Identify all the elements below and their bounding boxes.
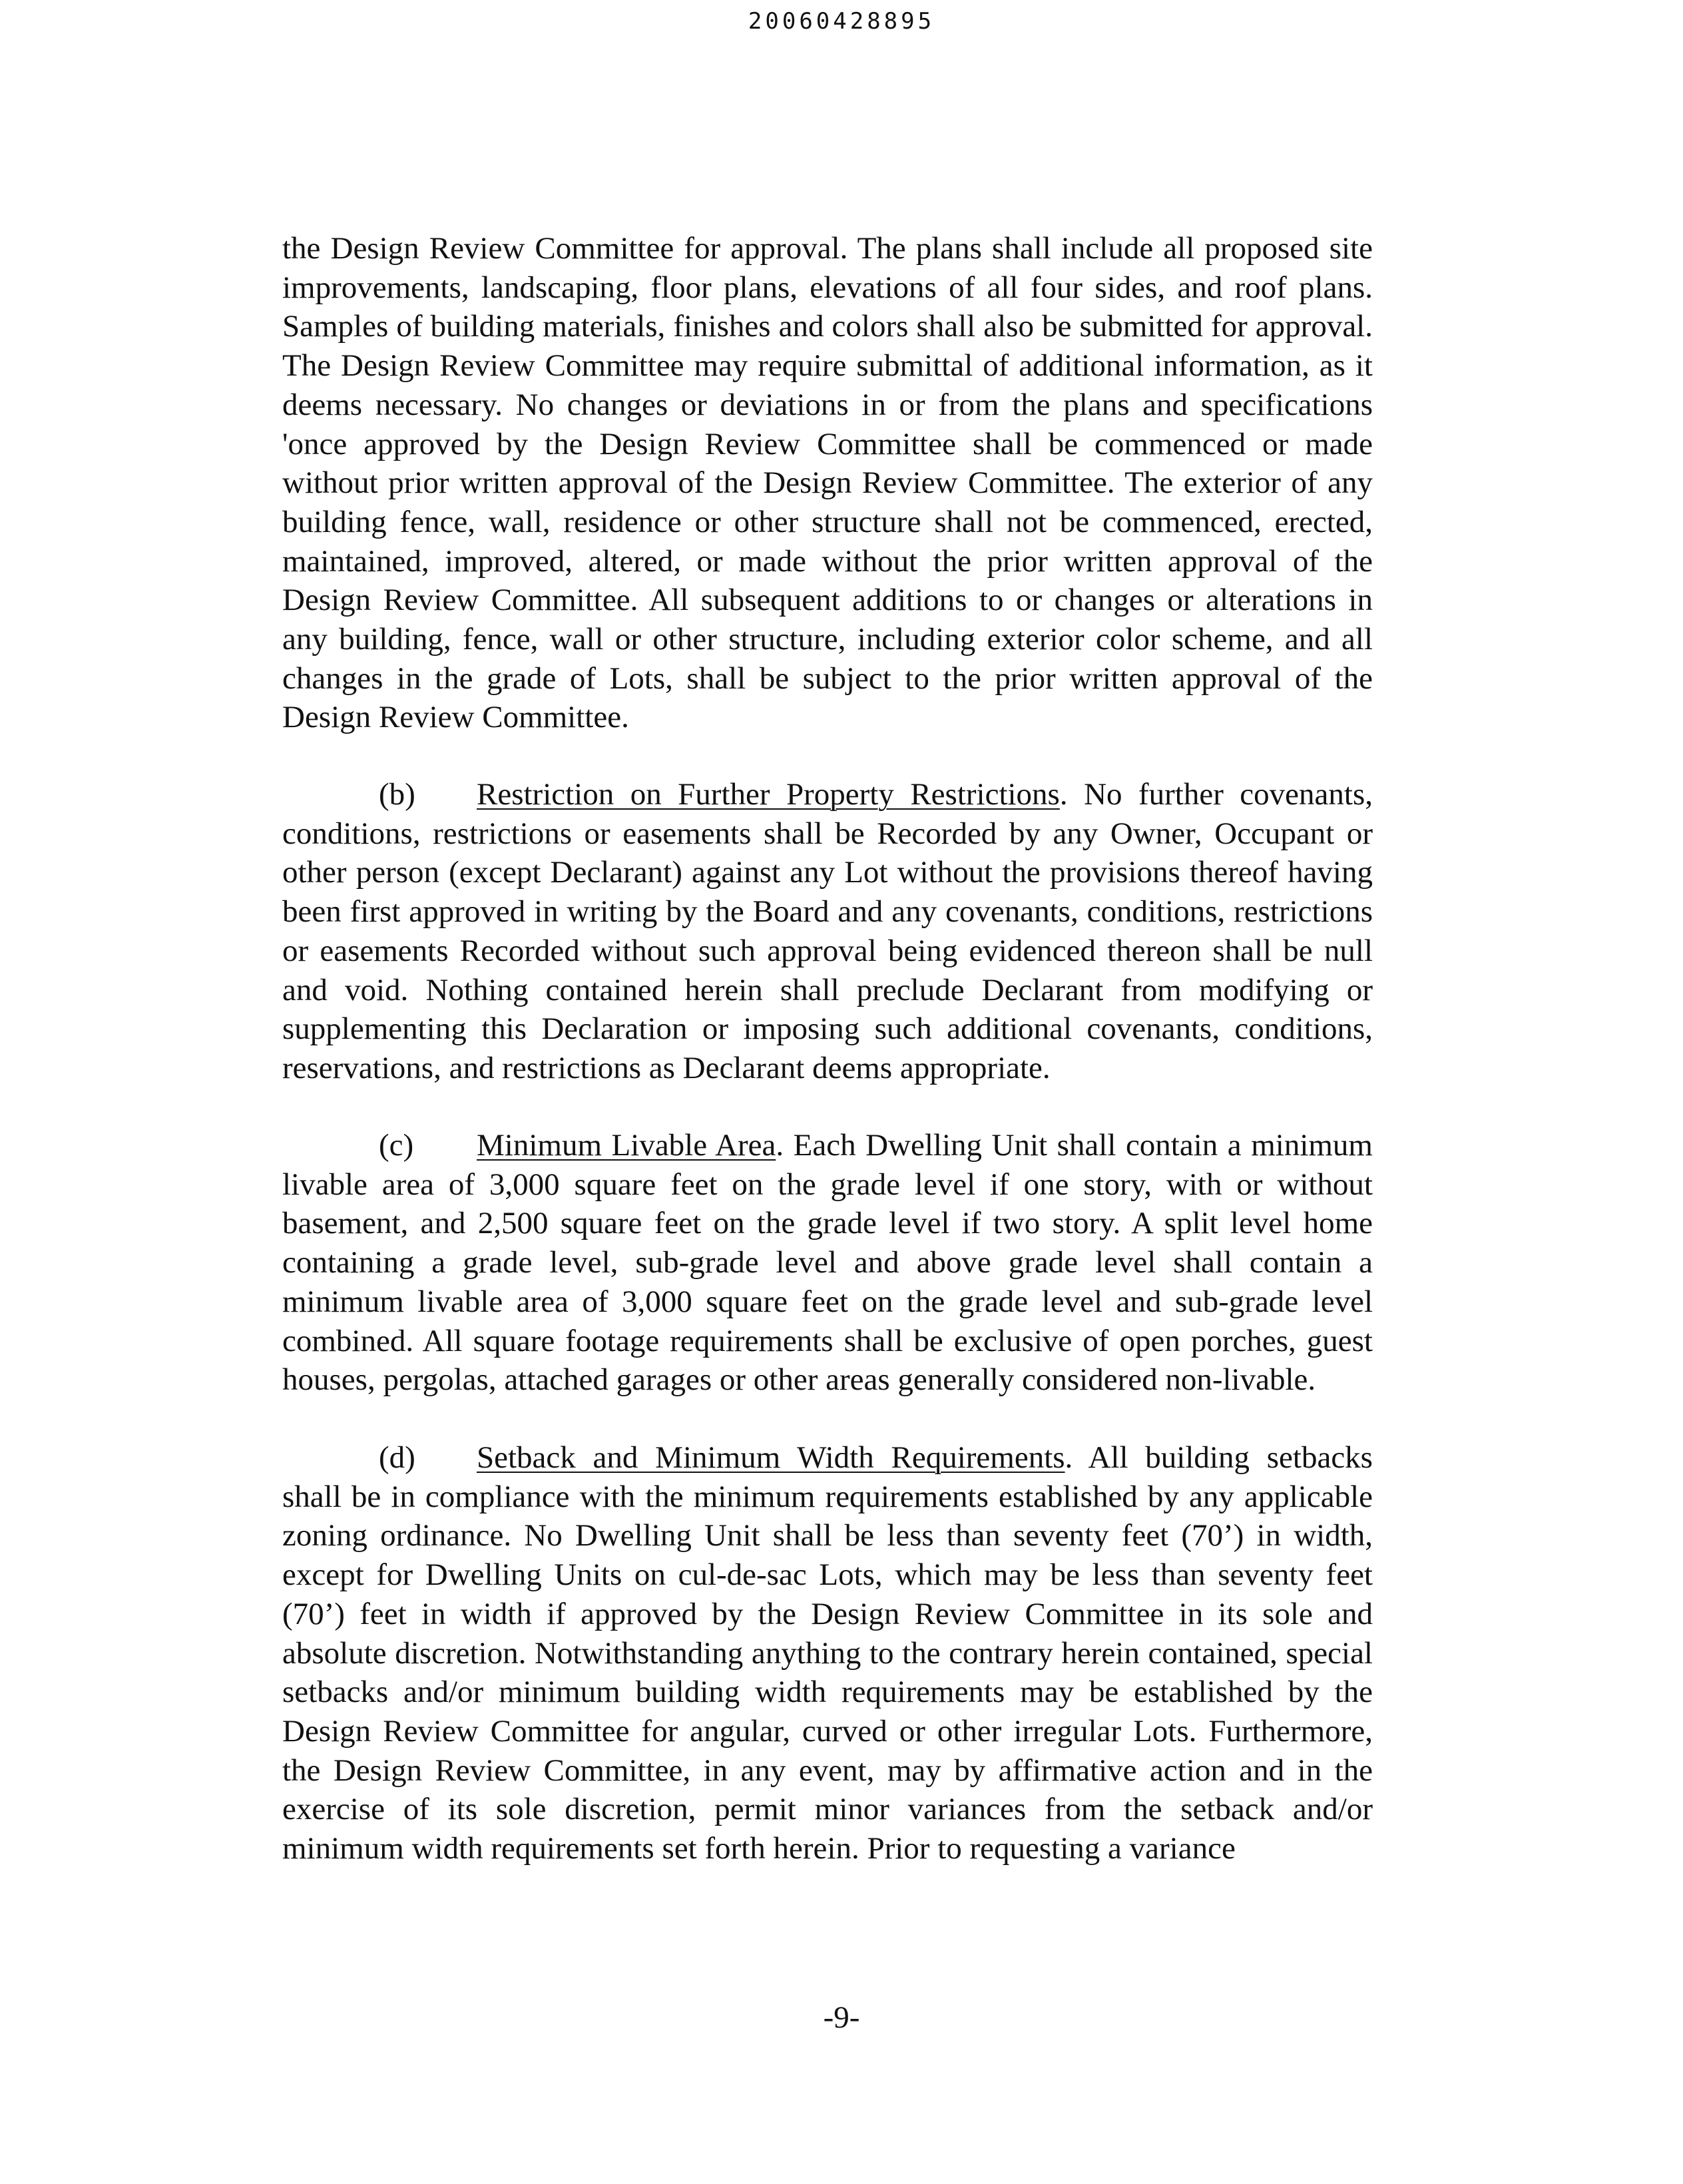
paragraph-c [282,1126,1373,1400]
page-number: -9- [823,2000,860,2035]
paragraph-c-label: (c) [379,1128,414,1163]
paragraph-b-label: (b) [379,777,415,812]
paragraph-c-text: . Each Dwelling Unit shall contain a minimum livable area of 3,000 square feet on the grade level if one story, with or without basement, and 2,500 square feet on the grade level if two story. A split level home containing a grade level, sub-grade level and above grade level shall contain a minimum livable area of 3,000 square feet on the grade level and sub-grade level combined. All square footage requirements shall be exclusive of open porches, guest houses, pergolas, attached garages or other areas generally considered non-livable. [282,1128,1373,1398]
paragraph-b-text: . No further covenants, conditions, restrictions or easements shall be Recorded by any Owner, Occupant or other person (except Declarant) against any Lot without the provisions thereof having been first approved in writing by the Board and any covenants, conditions, restrictions or easements Recorded without such approval being evidenced thereon shall be null and void. Nothing contained herein shall preclude Declarant from modifying or supplementing this Declaration or imposing such additional covenants, conditions, reservations, and restrictions as Declarant deems appropriate. [282,777,1373,1085]
paragraph-c-heading: Minimum Livable Area [477,1128,776,1163]
paragraph-b-heading: Restriction on Further Property Restrictions [477,777,1060,812]
paragraph-d [282,1438,1373,1868]
paragraph-d-label: (d) [379,1440,415,1475]
paragraph-d-text: . All building setbacks shall be in compliance with the minimum requirements established by any applicable zoning ordinance. No Dwelling Unit shall be less than seventy feet (70’) in width, except for Dwelling Units on cul-de-sac Lots, which may be less than seventy feet (70’) feet in width if approved by the Design Review Committee in its sole and absolute discretion. Notwithstanding anything to the contrary herein contained, special setbacks and/or minimum building width requirements may be established by the Design Review Committee for angular, curved or other irregular Lots. Furthermore, the Design Review Committee, in any event, may by affirmative action and in the exercise of its sole discretion, permit minor variances from the setback and/or minimum width requirements set forth herein. Prior to requesting a variance [282,1440,1373,1866]
document-number: 20060428895 [748,8,935,35]
paragraph-intro-text: the Design Review Committee for approval. The plans shall include all proposed site improvements, landscaping, floor plans, elevations of all four sides, and roof plans. Samples of building materials, finishes and colors shall also be submitted for approval. The Design Review Committee may require submittal of additional information, as it deems necessary. No changes or deviations in or from the plans and specifications 'once approved by the Design Review Committee shall be commenced or made without prior written approval of the Design Review Committee. The exterior of any building fence, wall, residence or other structure shall not be commenced, erected, maintained, improved, altered, or made without the prior written approval of the Design Review Committee. All subsequent additions to or changes or alterations in any building, fence, wall or other structure, including exterior color scheme, and all changes in the grade of Lots, shall be subject to the prior written approval of the Design Review Committee. [282,231,1373,735]
paragraph-intro [282,229,1373,737]
paragraph-d-heading: Setback and Minimum Width Requirements [477,1440,1065,1475]
paragraph-b [282,775,1373,1088]
